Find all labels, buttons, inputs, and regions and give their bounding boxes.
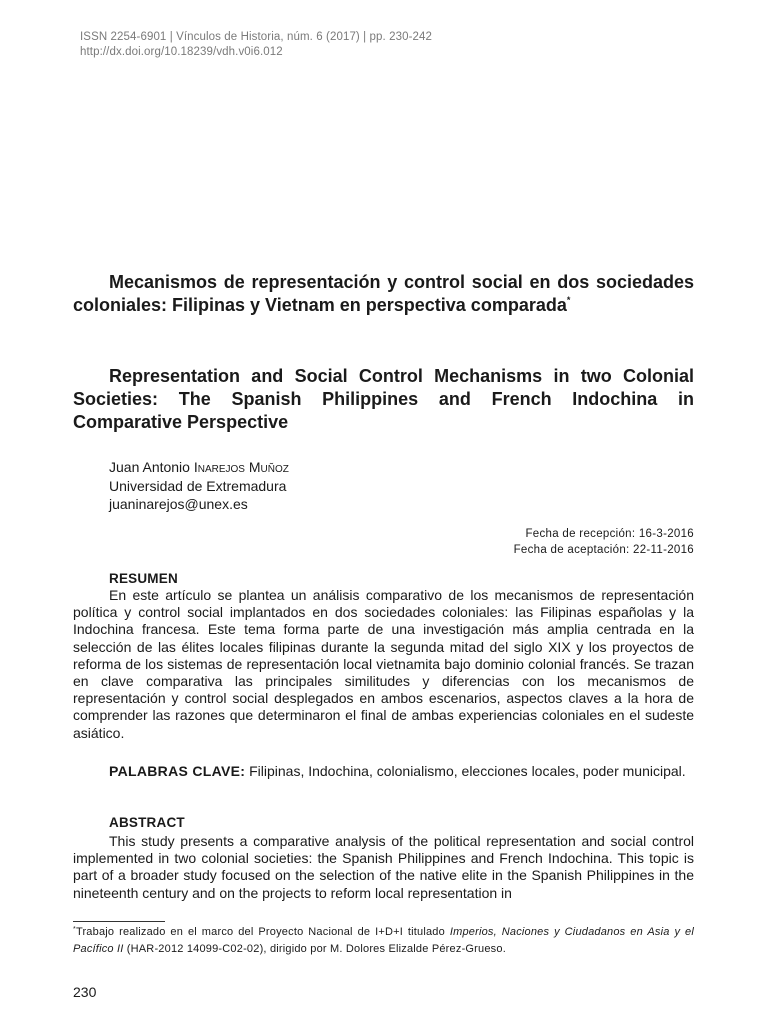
page-number: 230 — [73, 984, 97, 1000]
dates-block — [514, 526, 694, 558]
keywords-paragraph — [73, 763, 694, 780]
footnote-marker: * — [73, 926, 76, 933]
footnote-separator — [73, 921, 165, 922]
received-date: Fecha de recepción: 16-3-2016 — [525, 528, 694, 540]
author-name — [109, 458, 289, 477]
abstract-section — [73, 833, 694, 902]
author-first-name: Juan Antonio — [109, 459, 190, 475]
author-block — [109, 458, 289, 514]
resumen-paragraph: En este artículo se plantea un análisis comparativo de los mecanismos de representación política y control social implantados en dos sociedades coloniales: las Filipinas españolas y la Indochina francesa. Este tema forma parte de una investigación más amplia centrada en la selección de las élites locales filipinas durante la segunda mitad del siglo XIX y los proyectos de reforma de los sistemas de representación local vietnamita bajo dominio colonial francés. Se trazan en clave comparativa las principales similitudes y diferencias con los mecanismos de representación y control social desplegados en ambos escenarios, aspectos claves a la hora de comprender las razones que determinaron el final de ambas experiencias coloniales en el sudeste asiático. — [73, 587, 694, 741]
journal-header — [80, 30, 432, 60]
footnote — [73, 924, 694, 958]
english-title-block — [73, 365, 694, 434]
accepted-date: Fecha de aceptación: 22-11-2016 — [513, 544, 694, 556]
keywords-label: PALABRAS CLAVE: — [109, 763, 246, 779]
author-surname: Inarejos Muñoz — [193, 459, 289, 475]
keywords-section — [73, 763, 694, 780]
footnote-text-after: (HAR-2012 14099-C02-02), dirigido por M. Dolores Elizalde Pérez-Grueso. — [123, 943, 506, 955]
keywords-text: Filipinas, Indochina, colonialismo, elecciones locales, poder municipal. — [249, 763, 686, 779]
doi-link[interactable]: http://dx.doi.org/10.18239/vdh.v0i6.012 — [80, 46, 283, 58]
abstract-paragraph: This study presents a comparative analysis of the political representation and social control implemented in two colonial societies: the Spanish Philippines and French Indochina. This topic is part of a broader study focused on the selection of the native elite in the Spanish Philippines in the nineteenth century and on the projects to reform local representation in — [73, 833, 694, 901]
footnote-text-before: Trabajo realizado en el marco del Proyecto Nacional de I+D+I titulado — [75, 926, 450, 938]
spanish-title-text: Mecanismos de representación y control social en dos sociedades coloniales: Filipinas y Vietnam en perspectiva comparada — [73, 272, 694, 315]
abstract-heading: ABSTRACT — [109, 815, 185, 830]
spanish-title-block — [73, 271, 694, 317]
english-title: Representation and Social Control Mechanisms in two Colonial Societies: The Spanish Philippines and French Indochina in Comparative Perspective — [73, 366, 694, 432]
title-footnote-marker[interactable]: * — [566, 295, 571, 305]
author-affiliation: Universidad de Extremadura — [109, 477, 287, 494]
footnote-project-title: Imperios, Naciones y Ciudadanos en Asia y el Pacífico II — [73, 926, 694, 955]
spanish-title — [73, 271, 694, 317]
citation-line: ISSN 2254-6901 | Vínculos de Historia, núm. 6 (2017) | pp. 230-242 — [80, 31, 433, 43]
resumen-heading: RESUMEN — [109, 571, 178, 586]
author-email[interactable]: juaninarejos@unex.es — [109, 496, 248, 512]
resumen-section — [73, 587, 694, 742]
